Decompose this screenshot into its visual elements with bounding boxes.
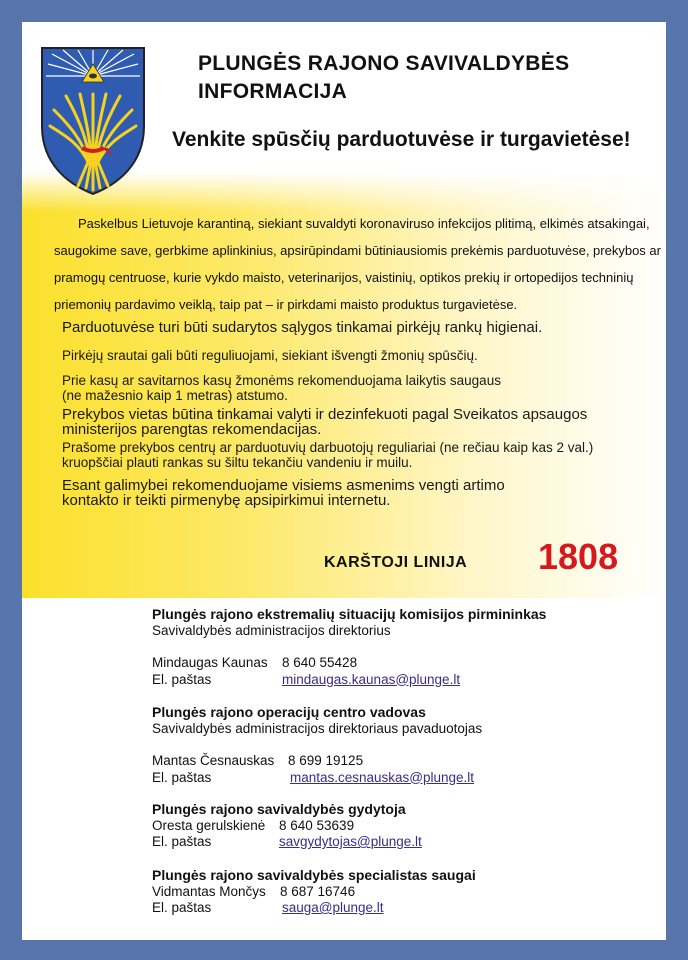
- intro-paragraph: Paskelbus Lietuvoje karantiną, siekiant suvaldyti koronaviruso infekcijos plitimą, elkimės atsakingai, saugokime save, gerbkime aplinkinius, apsirūpindami būtiniausiomis prekėmis parduotuvėse, prekybos ar pramogų centruose, kurie vykdo maisto, veterinarijos, vaistinių, optikos prekių ir ortopedijos techninių priemonių pardavimo veiklą, taip pat – ir pirkdami maisto produktus turgavietėse.: [54, 216, 661, 312]
- contact-block-1: Plungės rajono ekstremalių situacijų komisijos pirmininkas Savivaldybės administracijos direktorius Mindaugas Kaunas 8 640 55428 El. paštas mindaugas.kaunas@plunge.lt: [152, 606, 547, 687]
- email-link[interactable]: savgydytojas@plunge.lt: [279, 834, 422, 849]
- email-link[interactable]: mindaugas.kaunas@plunge.lt: [282, 671, 461, 687]
- rule-4: Prekybos vietas būtina tinkamai valyti ir dezinfekuoti pagal Sveikatos apsaugos ministerijos parengtas rekomendacijas.: [62, 406, 588, 438]
- email-link[interactable]: sauga@plunge.lt: [282, 900, 384, 915]
- page-title: PLUNGĖS RAJONO SAVIVALDYBĖS INFORMACIJA: [198, 52, 570, 103]
- coat-of-arms-icon: [38, 44, 148, 196]
- rule-1: Parduotuvėse turi būti sudarytos sąlygos tinkamai pirkėjų rankų higienai.: [62, 319, 543, 336]
- contact-block-4: Plungės rajono savivaldybės specialistas saugai Vidmantas Mončys 8 687 16746 El. paštas sauga@plunge.lt: [152, 867, 476, 915]
- poster-page: [22, 22, 666, 940]
- contact-block-2: Plungės rajono operacijų centro vadovas Savivaldybės administracijos direktoriaus pavaduotojas Mantas Česnauskas 8 699 19125 El. paštas mantas.cesnauskas@plunge.lt: [152, 704, 483, 785]
- email-link[interactable]: mantas.cesnauskas@plunge.lt: [290, 769, 475, 785]
- hotline-label: KARŠTOJI LINIJA: [324, 554, 468, 571]
- contact-block-3: Plungės rajono savivaldybės gydytoja Oresta gerulskienė 8 640 53639 El. paštas savgydytojas@plunge.lt: [152, 801, 422, 849]
- rule-6: Esant galimybei rekomenduojame visiems asmenims vengti artimo kontakto ir teikti pirmenybę apsipirkimui internetu.: [62, 477, 505, 509]
- rule-2: Pirkėjų srautai gali būti reguliuojami, siekiant išvengti žmonių spūsčių.: [62, 348, 478, 363]
- hotline-number[interactable]: 1808: [538, 536, 619, 577]
- rule-3: Prie kasų ar savitarnos kasų žmonėms rekomenduojama laikytis saugaus (ne mažesnio kaip 1 metras) atstumo.: [62, 373, 501, 403]
- page-subtitle: Venkite spūsčių parduotuvėse ir turgavietėse!: [172, 128, 631, 151]
- rule-5: Prašome prekybos centrų ar parduotuvių darbuotojų reguliariai (ne rečiau kaip kas 2 val.) kruopščiai plauti rankas su šiltu tekančiu vandeniu ir muilu.: [62, 440, 594, 470]
